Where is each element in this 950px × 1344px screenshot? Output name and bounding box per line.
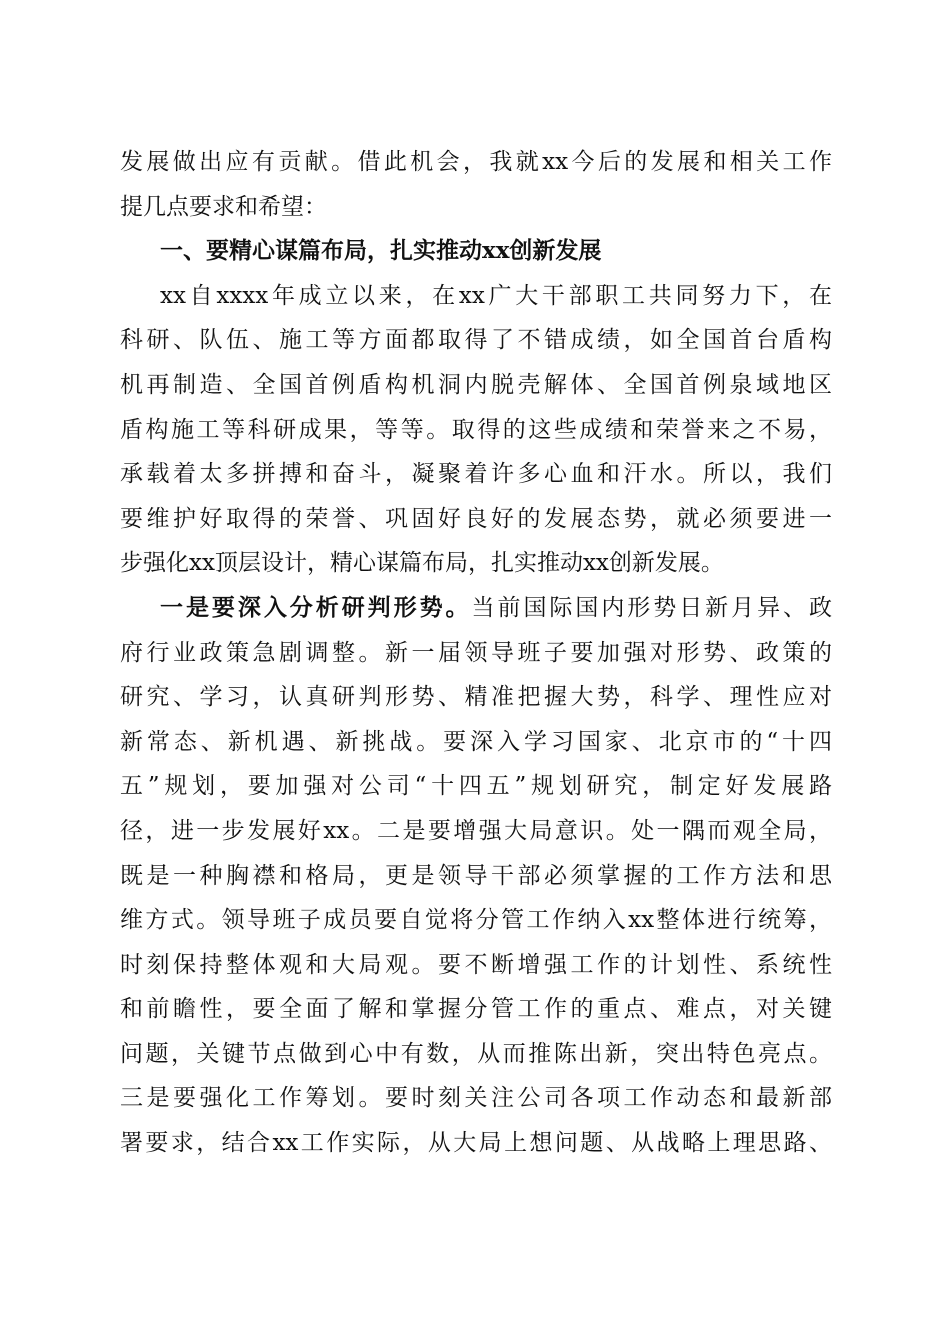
body-line: 五”规划，要加强对公司“十四五”规划研究，制定好发展路: [120, 773, 832, 800]
body-line: xx自xxxx年成立以来，在xx广大干部职工共同努力下，在: [160, 282, 832, 309]
body-line-with-bold-lead: [120, 586, 832, 631]
body-line: 机再制造、全国首例盾构机洞内脱壳解体、全国首例泉域地区: [120, 371, 832, 398]
body-line: 提几点要求和希望：: [120, 193, 327, 220]
body-line: 径，进一步发展好xx。二是要增强大局意识。处一隅而观全局，: [120, 817, 832, 844]
body-line: 新常态、新机遇、新挑战。要深入学习国家、北京市的“十四: [120, 728, 832, 755]
body-line: 署要求，结合xx工作实际，从大局上想问题、从战略上理思路、: [120, 1130, 832, 1157]
body-line: 三是要强化工作筹划。要时刻关注公司各项工作动态和最新部: [120, 1085, 832, 1112]
body-line: 维方式。领导班子成员要自觉将分管工作纳入xx整体进行统筹，: [120, 907, 832, 934]
bold-lead: 一是要深入分析研判形势。: [160, 593, 472, 621]
body-line: 步强化xx顶层设计，精心谋篇布局，扎实推动xx创新发展。: [120, 550, 724, 577]
body-line: 时刻保持整体观和大局观。要不断增强工作的计划性、系统性: [120, 951, 832, 978]
body-line: 既是一种胸襟和格局，更是领导干部必须掌握的工作方法和思: [120, 862, 832, 889]
body-line: 承载着太多拼搏和奋斗，凝聚着许多心血和汗水。所以，我们: [120, 461, 832, 488]
body-line: 研究、学习，认真研判形势、精准把握大势，科学、理性应对: [120, 684, 832, 711]
body-line: 盾构施工等科研成果，等等。取得的这些成绩和荣誉来之不易，: [120, 416, 832, 443]
body-line: 和前瞻性，要全面了解和掌握分管工作的重点、难点，对关键: [120, 996, 832, 1023]
body-line: 要维护好取得的荣誉、巩固好良好的发展态势，就必须要进一: [120, 505, 832, 532]
body-line: 科研、队伍、施工等方面都取得了不错成绩，如全国首台盾构: [120, 327, 832, 354]
document-body: [120, 140, 832, 1166]
section-heading: 一、要精心谋篇布局，扎实推动xx创新发展: [160, 237, 602, 265]
body-line-rest: 当前国际国内形势日新月异、政: [471, 594, 832, 621]
body-line: 问题，关键节点做到心中有数，从而推陈出新，突出特色亮点。: [120, 1040, 832, 1067]
body-line: 府行业政策急剧调整。新一届领导班子要加强对形势、政策的: [120, 639, 832, 666]
body-line: 发展做出应有贡献。借此机会，我就xx今后的发展和相关工作: [120, 149, 832, 175]
